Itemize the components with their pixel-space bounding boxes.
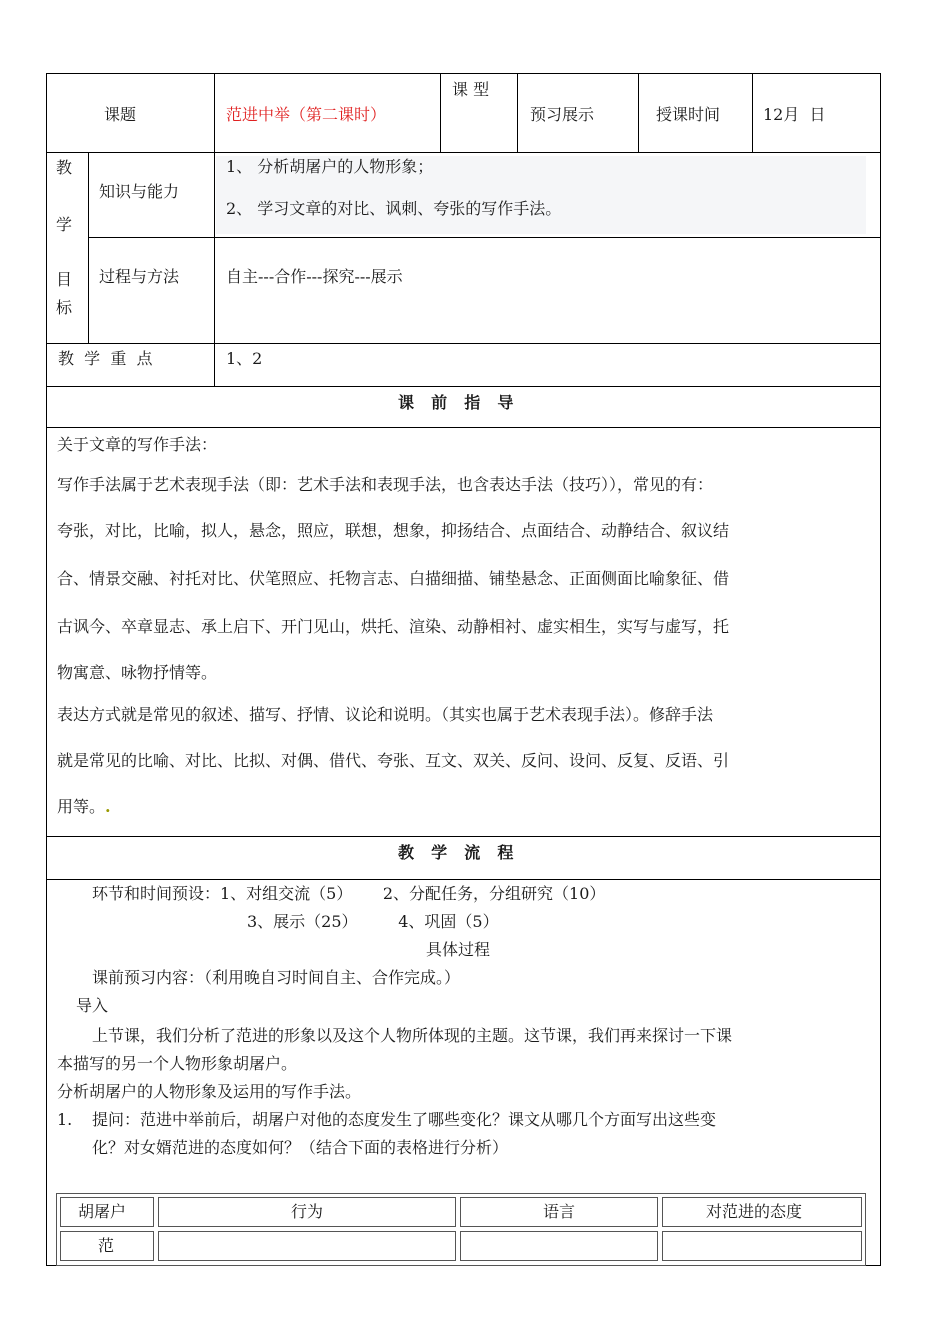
process-label: 过程与方法 <box>99 267 180 286</box>
col-divider <box>752 73 753 152</box>
row-divider <box>46 836 881 837</box>
schedule-line-2: 3、展示（25） 4、巩固（5） <box>247 912 499 931</box>
topic-label: 课题 <box>104 105 137 124</box>
table-header: 胡屠户 <box>78 1202 127 1221</box>
guide-line: 夸张，对比，比喻，拟人，悬念，照应，联想，想象，抑扬结合、点面结合、动静结合、叙议结 <box>57 521 730 540</box>
flow-title: 教 学 流 程 <box>398 843 516 862</box>
type-label: 课 型 <box>452 80 490 99</box>
goals-side-label: 目 <box>56 270 73 289</box>
row-divider <box>88 237 881 238</box>
focus-value: 1、2 <box>226 349 263 368</box>
table-cell <box>460 1231 658 1261</box>
col-divider <box>214 73 215 152</box>
intro-label: 导入 <box>76 996 109 1015</box>
guide-line: 写作手法属于艺术表现手法（即：艺术手法和表现手法，也含表达手法（技巧）），常见的有： <box>57 475 714 494</box>
knowledge-item: 1、 分析胡屠户的人物形象； <box>226 157 434 176</box>
row-divider <box>46 386 881 387</box>
schedule-line-1: 环节和时间预设：1、对组交流（5） 2、分配任务，分组研究（10） <box>92 884 606 903</box>
question-number: 1. <box>57 1110 73 1129</box>
table-header: 行为 <box>291 1202 324 1221</box>
process-title: 具体过程 <box>426 940 491 959</box>
guide-line-last <box>57 797 111 817</box>
goals-side-label: 教 <box>56 158 73 177</box>
guide-line: 物寓意、咏物抒情等。 <box>57 663 218 682</box>
goals-side-label: 学 <box>56 215 73 234</box>
knowledge-item: 2、 学习文章的对比、讽刺、夸张的写作手法。 <box>226 199 562 218</box>
col-divider <box>517 73 518 152</box>
question-text: 提问：范进中举前后，胡屠户对他的态度发生了哪些变化？课文从哪几个方面写出这些变 <box>92 1110 717 1129</box>
intro-text: 本描写的另一个人物形象胡屠户。 <box>57 1054 298 1073</box>
row-divider <box>46 343 881 344</box>
trailing-mark: . <box>105 797 111 816</box>
table-cell <box>158 1231 456 1261</box>
guide-line-text: 用等。 <box>57 797 106 816</box>
guide-line: 表达方式就是常见的叙述、描写、抒情、议论和说明。（其实也属于艺术表现手法）。修辞手法 <box>57 705 714 724</box>
guide-line: 就是常见的比喻、对比、比拟、对偶、借代、夸张、互文、双关、反问、设问、反复、反语、引 <box>57 751 730 770</box>
row-divider <box>46 879 881 880</box>
guide-title: 课 前 指 导 <box>398 393 516 412</box>
preview-content: 课前预习内容：（利用晚自习时间自主、合作完成。） <box>92 968 461 987</box>
table-row-label: 范 <box>98 1236 115 1255</box>
table-header: 对范进的态度 <box>706 1202 803 1221</box>
table-cell <box>662 1231 862 1261</box>
analysis-heading: 分析胡屠户的人物形象及运用的写作手法。 <box>57 1082 362 1101</box>
intro-text: 上节课，我们分析了范进的形象以及这个人物所体现的主题。这节课，我们再来探讨一下课 <box>92 1026 733 1045</box>
col-divider <box>638 73 639 152</box>
row-divider <box>46 152 881 153</box>
type-value: 预习展示 <box>530 105 595 124</box>
col-divider <box>214 152 215 386</box>
question-text: 化？对女婿范进的态度如何？（结合下面的表格进行分析） <box>92 1138 509 1157</box>
time-label: 授课时间 <box>656 105 721 124</box>
goals-side-label: 标 <box>56 298 73 317</box>
col-divider <box>440 73 441 152</box>
focus-label: 教 学 重 点 <box>58 349 153 368</box>
row-divider <box>46 427 881 428</box>
col-divider <box>88 152 89 343</box>
guide-line: 合、情景交融、衬托对比、伏笔照应、托物言志、白描细描、铺垫悬念、正面侧面比喻象征、借 <box>57 569 730 588</box>
topic-value: 范进中举（第二课时） <box>226 105 387 124</box>
process-value: 自主---合作---探究---展示 <box>226 267 403 286</box>
guide-line: 古讽今、卒章显志、承上启下、开门见山，烘托、渲染、动静相衬、虚实相生，实写与虚写，托 <box>57 617 730 636</box>
guide-line: 关于文章的写作手法： <box>57 435 218 454</box>
time-value: 12月 日 <box>763 105 826 124</box>
knowledge-label: 知识与能力 <box>99 182 180 201</box>
table-header: 语言 <box>543 1202 576 1221</box>
